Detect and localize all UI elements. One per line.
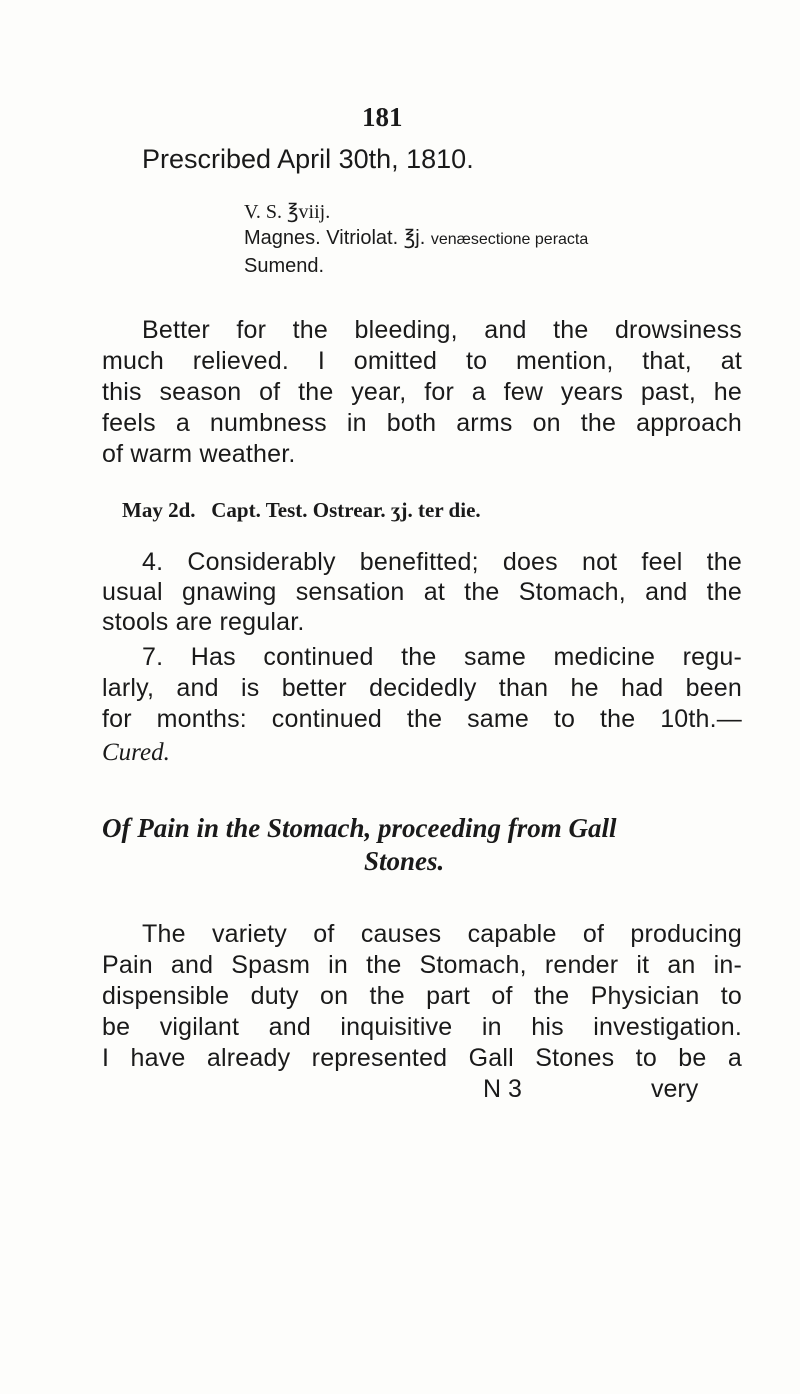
paragraph-1-line: much relieved. I omitted to mention, that, at [102, 347, 742, 375]
prescription-line-2 [244, 228, 588, 248]
paragraph-4-line: I have already represented Gall Stones to be a [102, 1044, 742, 1072]
section-title-line-2: Stones. [364, 846, 445, 876]
prescription-heading: Prescribed April 30th, 1810. [142, 144, 474, 174]
paragraph-4-line: be vigilant and inquisitive in his investigation. [102, 1013, 742, 1041]
paragraph-1-line: Better for the bleeding, and the drowsiness [142, 316, 742, 344]
paragraph-3-line: larly, and is better decidedly than he had been [102, 674, 742, 702]
section-title-line-1: Of Pain in the Stomach, proceeding from Gall [102, 813, 617, 843]
cured-note: Cured. [102, 739, 170, 766]
prescription-line-3: Sumend. [244, 255, 325, 277]
paragraph-4-line: The variety of causes capable of producing [142, 920, 742, 948]
paragraph-4-line: Pain and Spasm in the Stomach, render it an in- [102, 951, 742, 979]
paragraph-4-line: dispensible duty on the part of the Physician to [102, 982, 742, 1010]
may-entry: May 2d. Capt. Test. Ostrear. ʒj. ter die. [122, 498, 481, 522]
catchword: very [651, 1075, 699, 1103]
paragraph-2-line: stools are regular. [102, 608, 305, 636]
signature-mark: N 3 [483, 1075, 522, 1103]
paragraph-3-line: for months: continued the same to the 10th.— [102, 705, 742, 733]
paragraph-1-line: this season of the year, for a few years past, he [102, 378, 742, 406]
page-number: 181 [362, 102, 403, 132]
prescription-line-2-note: venæsectione peracta [430, 231, 589, 248]
paragraph-2-line: usual gnawing sensation at the Stomach, and the [102, 578, 742, 606]
paragraph-1-line: feels a numbness in both arms on the approach [102, 409, 742, 437]
paragraph-1-line: of warm weather. [102, 440, 296, 468]
prescription-line-1: V. S. ℥viij. [244, 201, 331, 223]
paragraph-3-line: 7. Has continued the same medicine regu- [142, 643, 742, 671]
prescription-line-2-main: Magnes. Vitriolat. ℥j. [244, 227, 426, 249]
paragraph-2-line: 4. Considerably benefitted; does not feel the [142, 548, 742, 576]
